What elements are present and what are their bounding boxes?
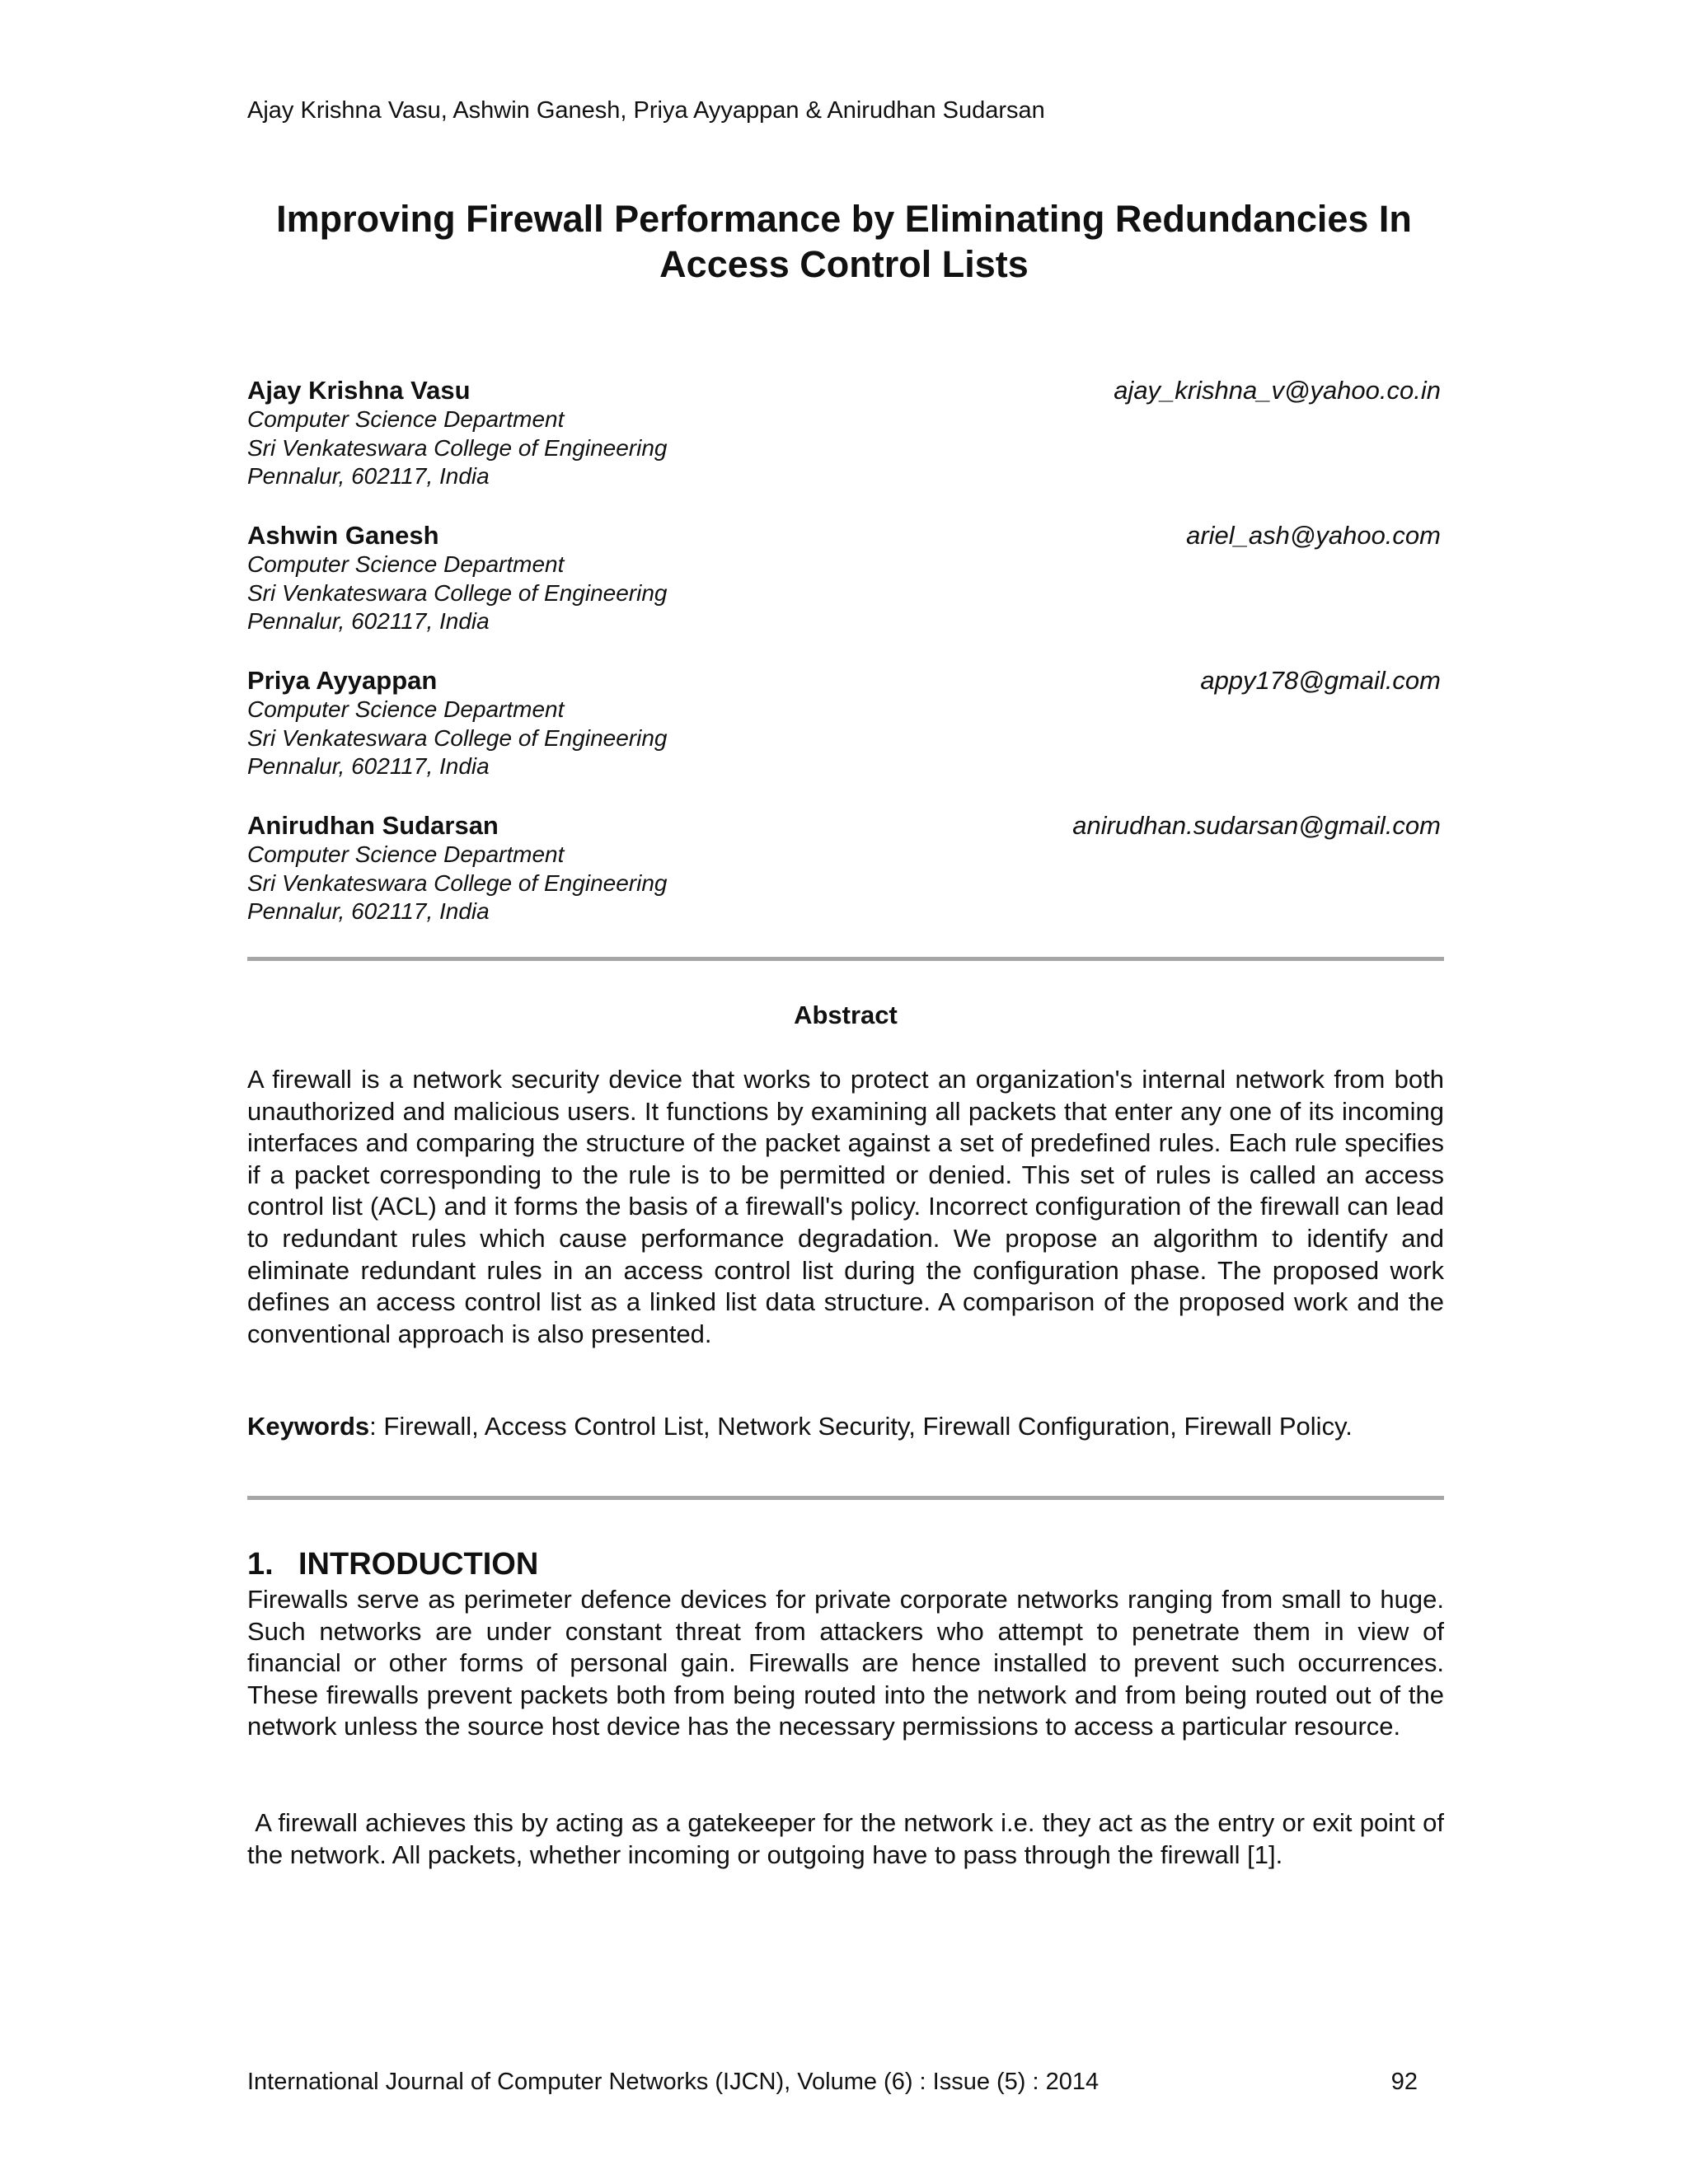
author-name: Priya Ayyappan — [247, 666, 438, 695]
author-institution: Sri Venkateswara College of Engineering — [247, 434, 668, 461]
introduction-paragraph-1: Firewalls serve as perimeter defence devices for private corporate networks ranging from small to huge. Such networks are under constant threat from attackers who attempt to penetrate them in view of financial or other forms of personal gain. Firewalls are hence installed to prevent such occurrences. These firewalls prevent packets both from being routed into the network and from being routed out of the network unless the source host device has the necessary permissions to access a particular resource. — [247, 1585, 1444, 1741]
keywords — [247, 1411, 1444, 1443]
introduction-heading — [247, 1546, 538, 1582]
section-divider — [247, 1496, 1444, 1500]
running-header: Ajay Krishna Vasu, Ashwin Ganesh, Priya Ayyappan & Anirudhan Sudarsan — [247, 97, 1045, 124]
author-institution: Sri Venkateswara College of Engineering — [247, 579, 668, 606]
paper-title-line-1: Improving Firewall Performance by Eliminating Redundancies In — [276, 198, 1412, 240]
author-institution: Sri Venkateswara College of Engineering — [247, 869, 668, 896]
journal-citation: International Journal of Computer Networks (IJCN), Volume (6) : Issue (5) : 2014 — [247, 2069, 1100, 2095]
section-title: INTRODUCTION — [298, 1547, 539, 1582]
author-email: ajay_krishna_v@yahoo.co.in — [1114, 376, 1441, 405]
author-email: ariel_ash@yahoo.com — [1186, 521, 1441, 550]
abstract-text: A firewall is a network security device that works to protect an organization's internal network from both unauthorized and malicious users. It functions by examining all packets that enter any one of its incoming interfaces and comparing the structure of the packet against a set of predefined rules. Each rule specifies if a packet corresponding to the rule is to be permitted or denied. This set of rules is called an access control list (ACL) and it forms the basis of a firewall's policy. Incorrect configuration of the firewall can lead to redundant rules which cause performance degradation. We propose an algorithm to identify and eliminate redundant rules in an access control list during the configuration phase. The proposed work defines an access control list as a linked list data structure. A comparison of the proposed work and the conventional approach is also presented. — [247, 1065, 1444, 1348]
author-block — [247, 810, 1441, 955]
keywords-text: : Firewall, Access Control List, Network Security, Firewall Configuration, Firewall Policy. — [369, 1412, 1353, 1441]
paper-title — [206, 196, 1482, 287]
page-number: 92 — [1390, 2069, 1418, 2095]
author-location: Pennalur, 602117, India — [247, 753, 490, 779]
author-location: Pennalur, 602117, India — [247, 608, 490, 634]
author-institution: Sri Venkateswara College of Engineering — [247, 724, 668, 751]
author-department: Computer Science Department — [247, 406, 565, 432]
abstract-heading: Abstract — [794, 1001, 898, 1029]
introduction-paragraph-2-text: A firewall achieves this by acting as a gatekeeper for the network i.e. they act as the entry or exit point of the network. All packets, whether incoming or outgoing have to pass through the firewall [1]. — [247, 1808, 1444, 1869]
paper-title-line-2: Access Control Lists — [659, 243, 1029, 285]
author-block — [247, 375, 1441, 520]
keywords-label: Keywords — [247, 1412, 370, 1441]
section-divider — [247, 957, 1444, 961]
author-name: Ashwin Ganesh — [247, 521, 439, 550]
author-department: Computer Science Department — [247, 841, 565, 867]
author-department: Computer Science Department — [247, 696, 565, 722]
author-block — [247, 520, 1441, 665]
author-name: Ajay Krishna Vasu — [247, 376, 471, 405]
author-list — [247, 375, 1441, 955]
author-location: Pennalur, 602117, India — [247, 898, 490, 924]
author-location: Pennalur, 602117, India — [247, 463, 490, 489]
author-name: Anirudhan Sudarsan — [247, 811, 499, 840]
page-footer — [247, 2067, 1418, 2097]
author-department: Computer Science Department — [247, 551, 565, 577]
author-email: appy178@gmail.com — [1200, 666, 1441, 695]
author-block — [247, 665, 1441, 810]
author-email: anirudhan.sudarsan@gmail.com — [1072, 811, 1441, 840]
introduction-paragraph-2 — [247, 1807, 1444, 1871]
section-number: 1. — [247, 1547, 274, 1582]
